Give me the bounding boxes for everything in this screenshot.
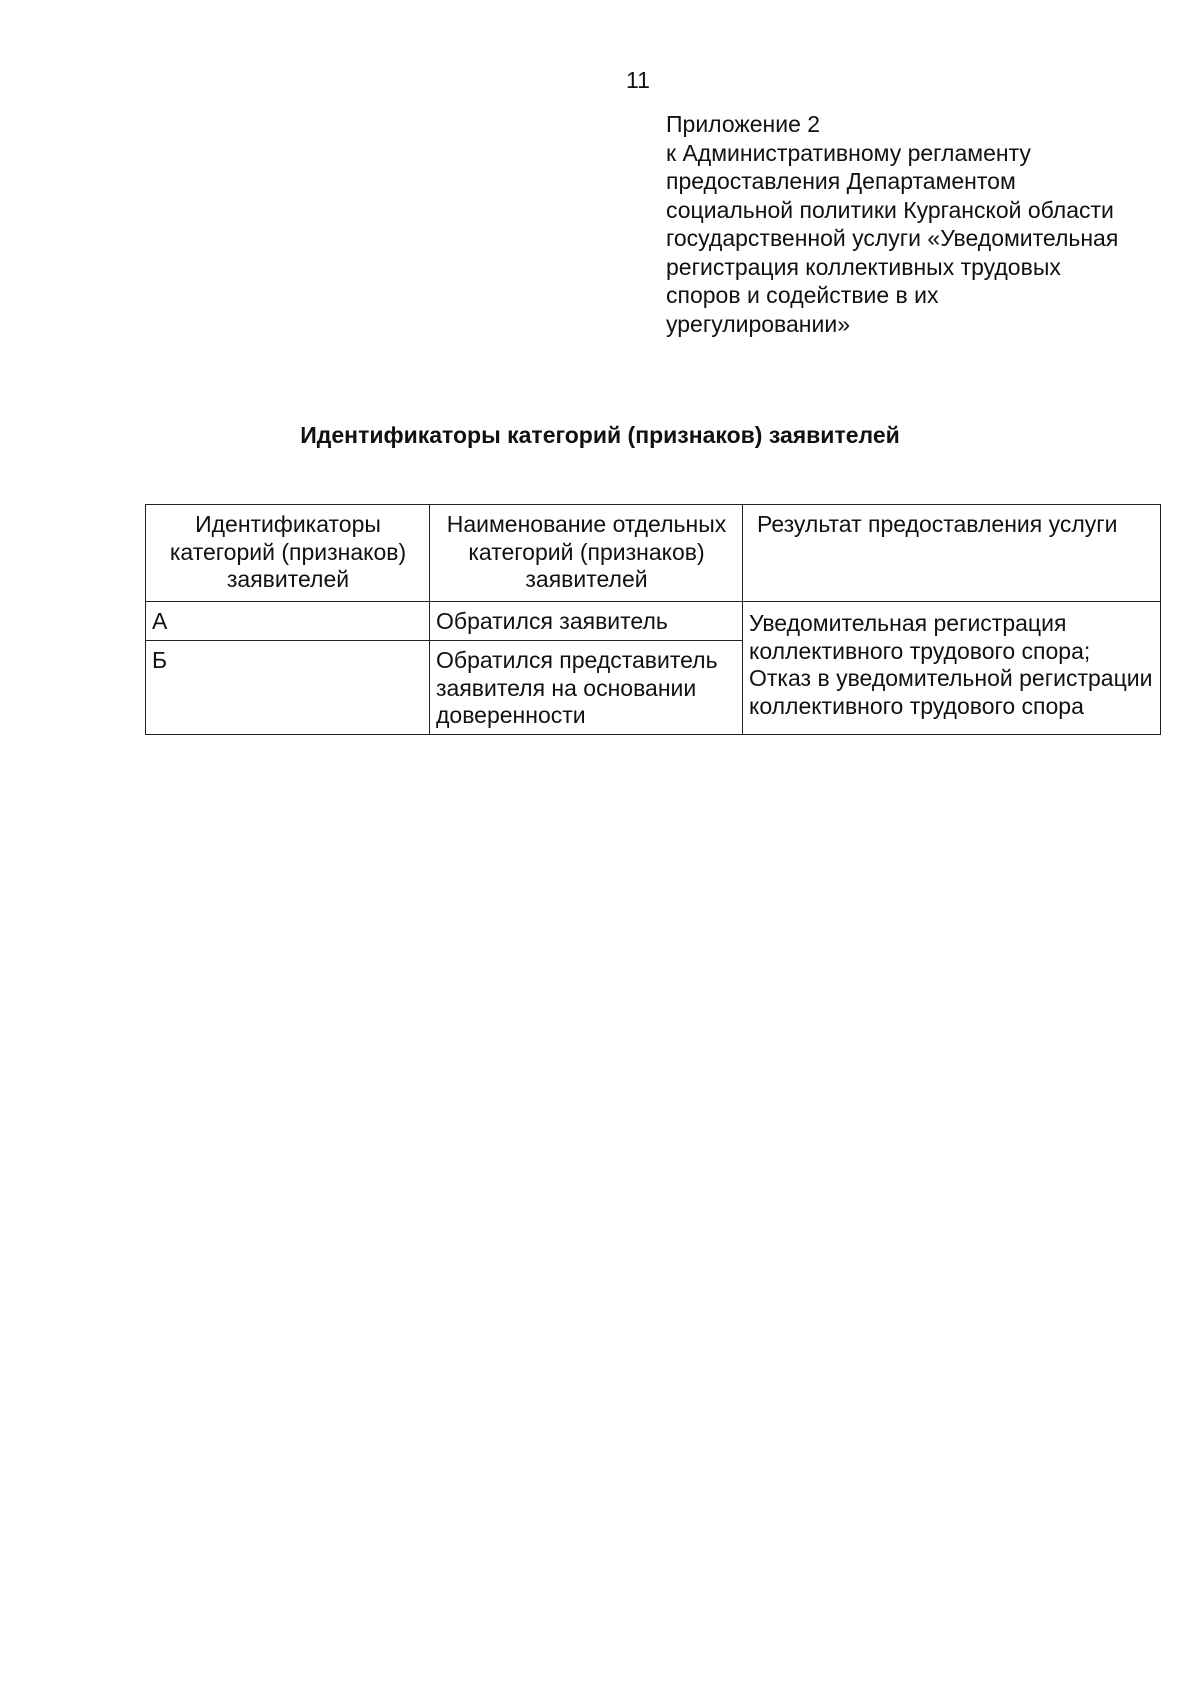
cell-category-name: Обратился заявитель (430, 602, 743, 641)
appendix-line: споров и содействие в их (666, 282, 939, 308)
cell-service-result: Уведомительная регистрация коллективного трудового спора; Отказ в уведомительной регистрации коллективного трудового спора (743, 602, 1161, 735)
appendix-line: регистрация коллективных трудовых (666, 253, 1061, 280)
appendix-line: социальной политики Курганской области (666, 196, 1114, 223)
appendix-line: Приложение 2 (666, 111, 821, 137)
table-header-row (146, 505, 1161, 602)
header-identifiers: Идентификаторы категорий (признаков) заявителей (146, 505, 430, 602)
table-row (146, 602, 1161, 641)
appendix-line: предоставления Департаментом (666, 168, 1016, 194)
header-category-names: Наименование отдельных категорий (признаков) заявителей (430, 505, 743, 602)
cell-category-name: Обратился представитель заявителя на основании доверенности (430, 641, 743, 735)
appendix-line: к Административному регламенту (666, 139, 1031, 166)
page-number: 11 (626, 67, 650, 93)
applicant-categories-table-container (145, 504, 1160, 735)
cell-identifier: А (146, 602, 430, 641)
document-title: Идентификаторы категорий (признаков) заявителей (300, 422, 900, 448)
applicant-categories-table (145, 504, 1161, 735)
appendix-note (666, 110, 1186, 338)
cell-identifier: Б (146, 641, 430, 735)
appendix-line: урегулировании» (666, 310, 850, 337)
header-service-result: Результат предоставления услуги (743, 505, 1161, 602)
appendix-line: государственной услуги «Уведомительная (666, 225, 1119, 251)
